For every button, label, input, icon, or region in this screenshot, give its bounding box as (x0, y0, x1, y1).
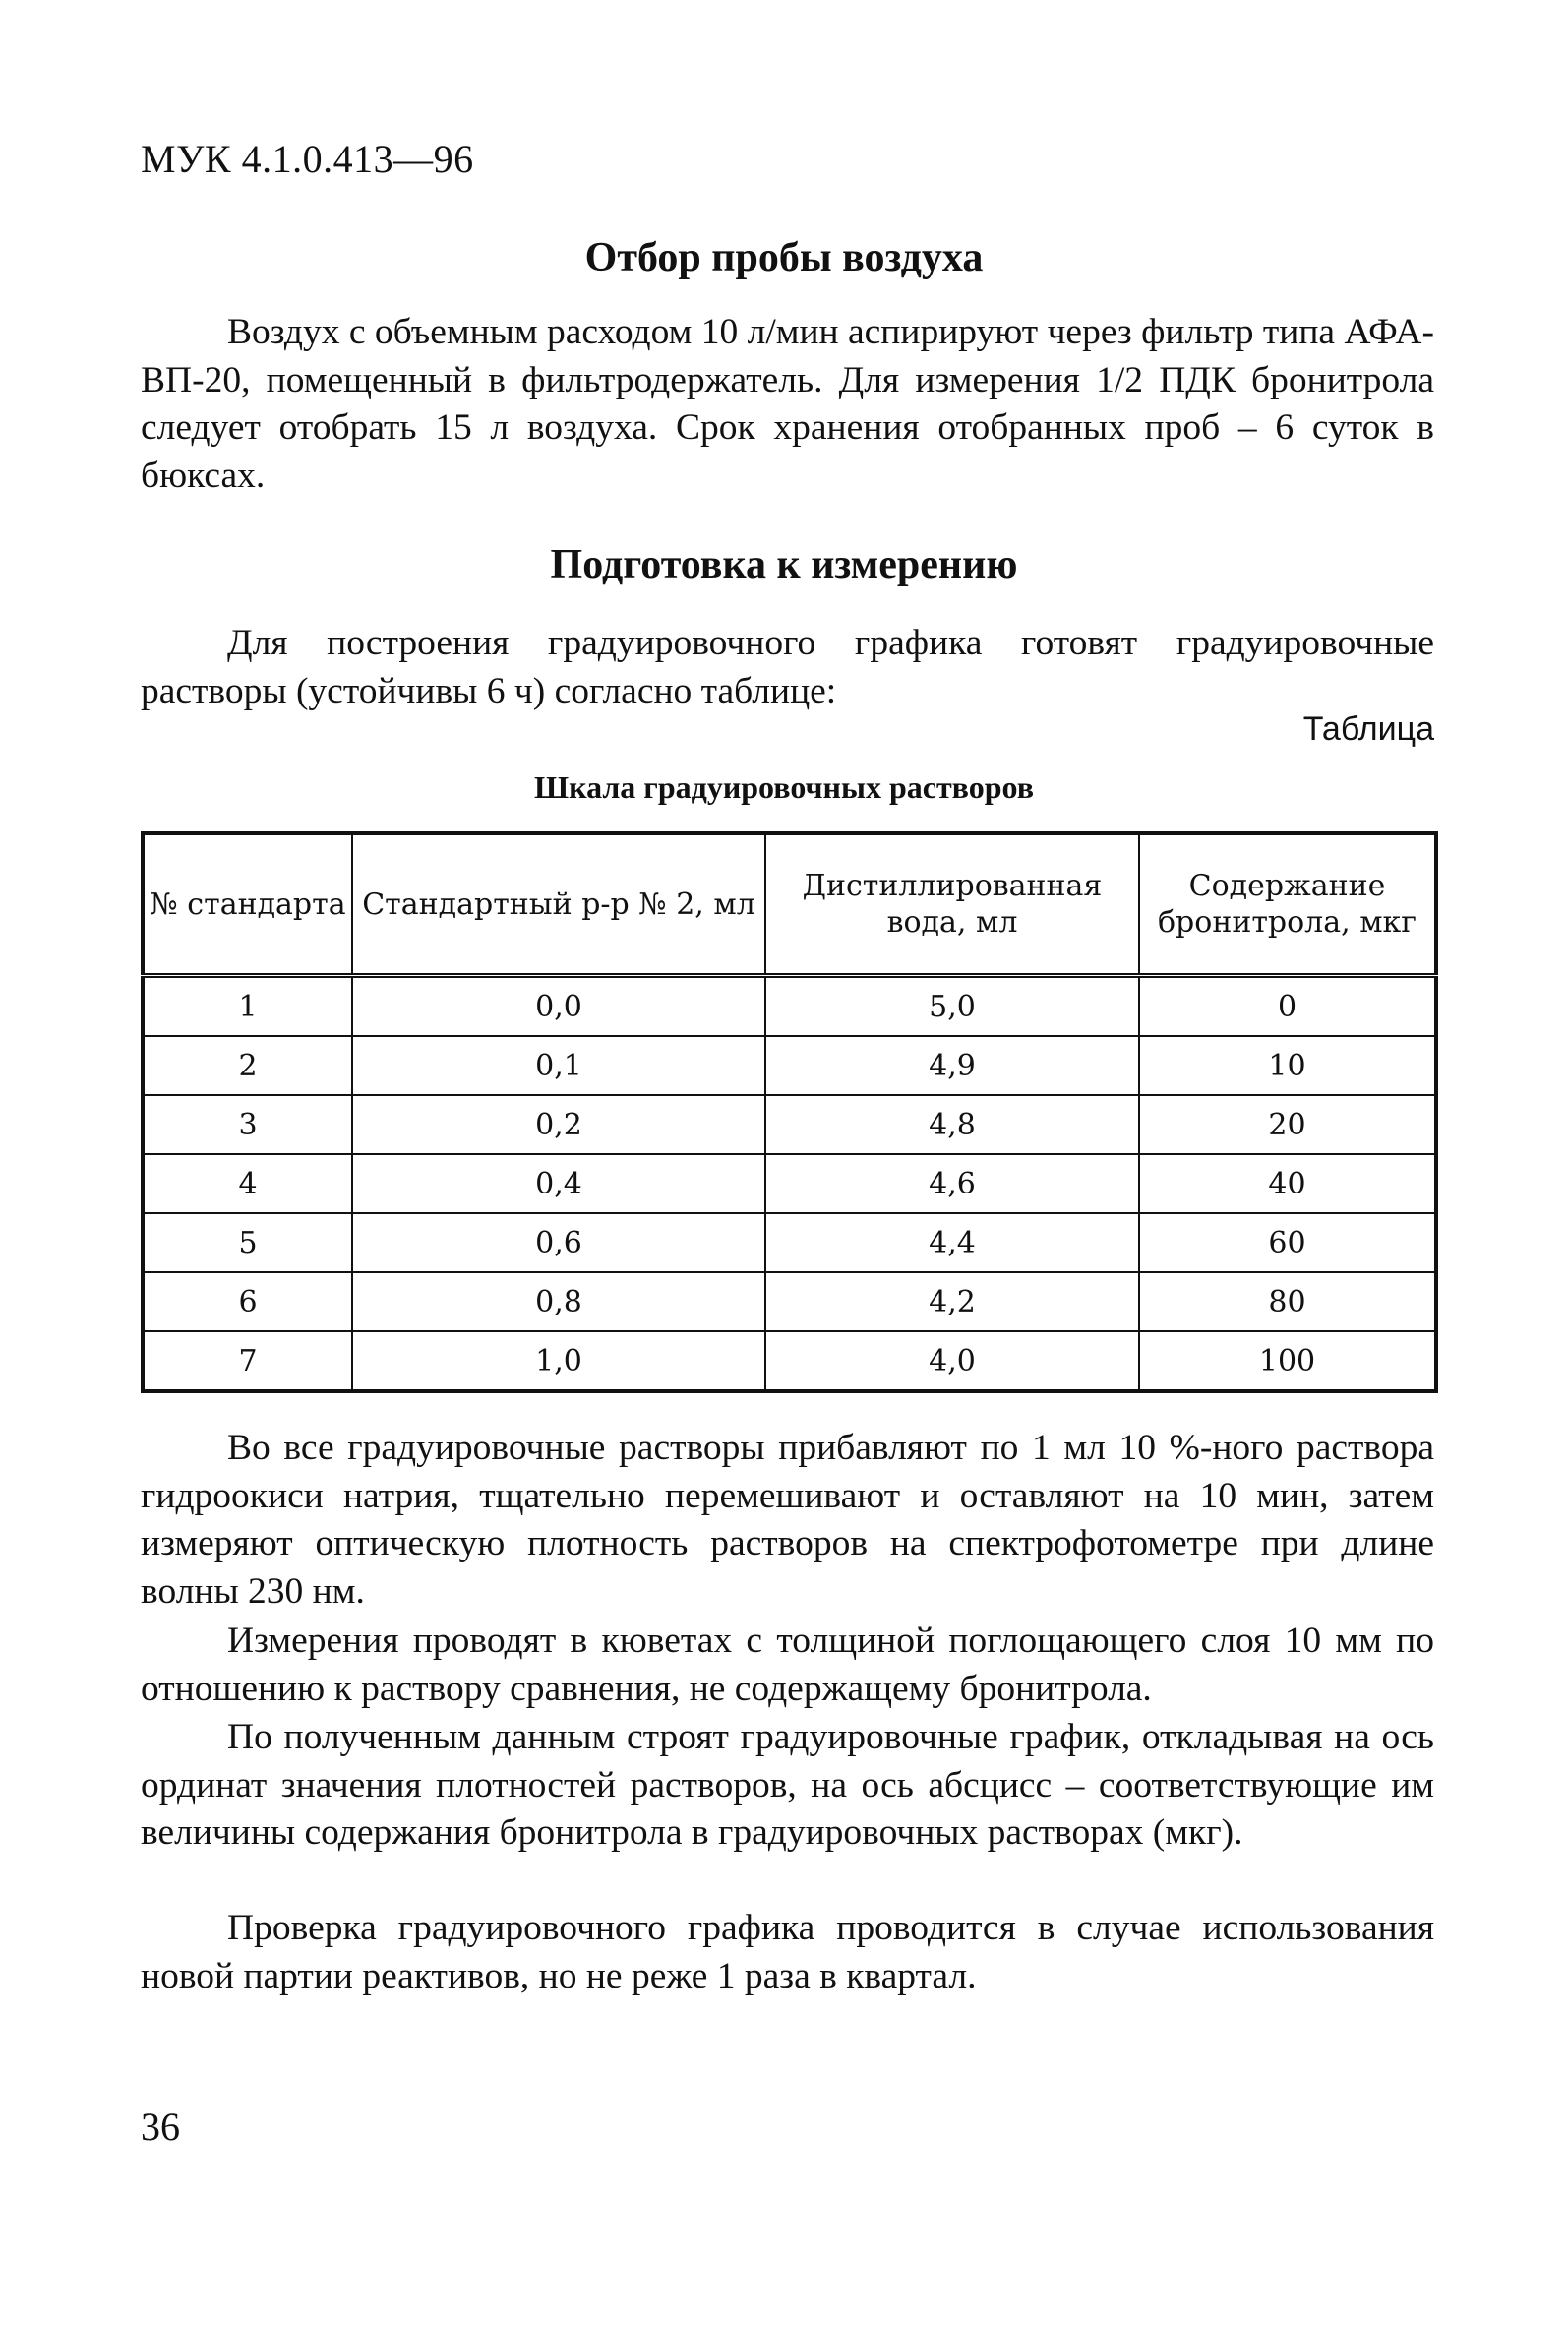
table-cell: 4,8 (765, 1095, 1139, 1154)
column-header-distilled-water: Дистиллированная вода, мл (765, 833, 1139, 976)
table-cell: 0,0 (352, 976, 765, 1037)
table-row (143, 1154, 1436, 1213)
table-row (143, 976, 1436, 1037)
table-cell: 3 (143, 1095, 352, 1154)
table-cell: 4,0 (765, 1331, 1139, 1391)
preparation-heading: Подготовка к измерению (550, 542, 1018, 587)
calibration-table (141, 831, 1438, 1393)
paragraph-cuvettes: Измерения проводят в кюветах с толщиной поглощающего слоя 10 мм по отношению к раствору сравнения, не содержащему бронитрола. (141, 1621, 1434, 1709)
paragraph-build-graph: По полученным данным строят градуировочные график, откладывая на ось ординат значения плотностей растворов, на ось абсцисс – соответствующие им величины содержания бронитрола в градуировочных растворах (мкг). (141, 1717, 1434, 1853)
table-cell: 80 (1139, 1272, 1436, 1331)
table-row (143, 1213, 1436, 1272)
table-label: Таблица (1302, 710, 1434, 748)
table-cell: 0,8 (352, 1272, 765, 1331)
table-cell: 0,1 (352, 1036, 765, 1095)
table-cell: 5 (143, 1213, 352, 1272)
page-number: 36 (141, 2105, 180, 2149)
table-cell: 40 (1139, 1154, 1436, 1213)
table-cell: 0,4 (352, 1154, 765, 1213)
sampling-heading: Отбор пробы воздуха (584, 235, 984, 280)
table-cell: 4,2 (765, 1272, 1139, 1331)
table-cell: 1 (143, 976, 352, 1037)
table-cell: 2 (143, 1036, 352, 1095)
column-header-standard-solution: Стандартный р-р № 2, мл (352, 833, 765, 976)
table-cell: 6 (143, 1272, 352, 1331)
paragraph-add-naoh: Во все градуировочные растворы прибавляют по 1 мл 10 %-ного раствора гидроокиси натрия, тщательно перемешивают и оставляют на 10 мин, затем измеряют оптическую плотность растворов на спектрофотометре при длине волны 230 нм. (141, 1428, 1434, 1612)
table-header-row (143, 833, 1436, 976)
paragraph-graph-check: Проверка градуировочного графика проводится в случае использования новой партии реактивов, но не реже 1 раза в квартал. (141, 1908, 1434, 1996)
table-cell: 60 (1139, 1213, 1436, 1272)
table-caption: Шкала градуировочных растворов (533, 769, 1035, 805)
table-cell: 0,6 (352, 1213, 765, 1272)
column-header-bronitrol-content: Содержание бронитрола, мкг (1139, 833, 1436, 976)
sampling-paragraph: Воздух с объемным расходом 10 л/мин аспирируют через фильтр типа АФА-ВП-20, помещенный в фильтродержатель. Для измерения 1/2 ПДК бронитрола следует отобрать 15 л воздуха. Срок хранения отобранных проб – 6 суток в бюксах. (141, 312, 1434, 496)
table-cell: 10 (1139, 1036, 1436, 1095)
table-row (143, 1095, 1436, 1154)
table-cell: 5,0 (765, 976, 1139, 1037)
table-row (143, 1036, 1436, 1095)
table-cell: 100 (1139, 1331, 1436, 1391)
table-cell: 1,0 (352, 1331, 765, 1391)
table-cell: 20 (1139, 1095, 1436, 1154)
table-cell: 4 (143, 1154, 352, 1213)
table-cell: 0 (1139, 976, 1436, 1037)
table-row (143, 1272, 1436, 1331)
document-code: МУК 4.1.0.413—96 (141, 137, 474, 181)
table-cell: 0,2 (352, 1095, 765, 1154)
column-header-standard-no: № стандарта (143, 833, 352, 976)
table-cell: 4,6 (765, 1154, 1139, 1213)
table-cell: 4,9 (765, 1036, 1139, 1095)
table-cell: 4,4 (765, 1213, 1139, 1272)
table-cell: 7 (143, 1331, 352, 1391)
table-row (143, 1331, 1436, 1391)
preparation-paragraph: Для построения градуировочного графика готовят градуировочные растворы (устойчивы 6 ч) согласно таблице: (141, 623, 1434, 711)
